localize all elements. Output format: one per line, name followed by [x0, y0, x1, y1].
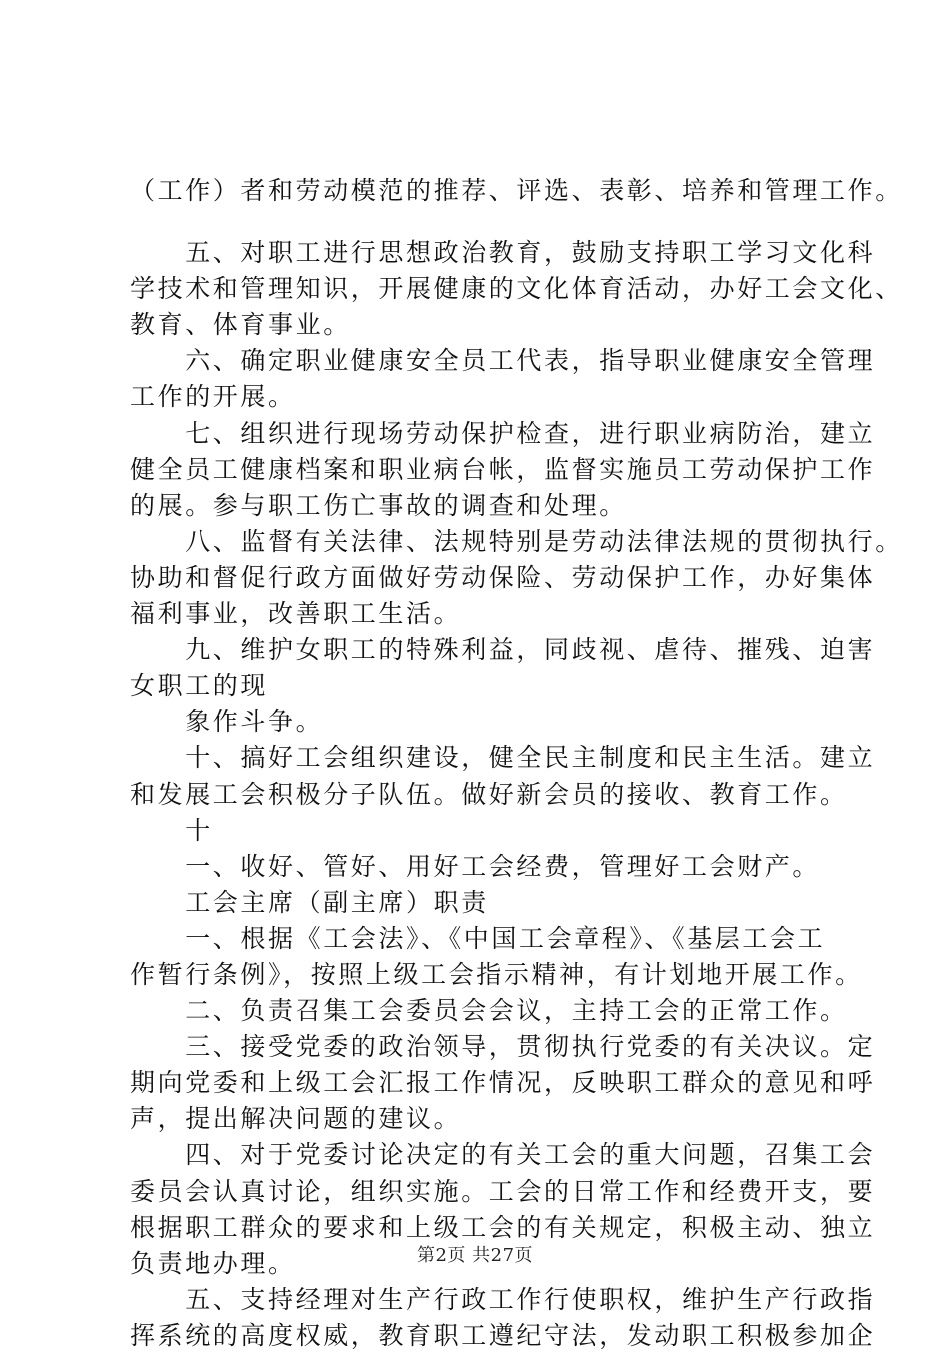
text-line: 十、搞好工会组织建设，健全民主制度和民主生活。建立 — [130, 743, 876, 773]
text-line: 七、组织进行现场劳动保护检查，进行职业病防治，建立 — [130, 418, 876, 448]
text-line: 象作斗争。 — [130, 707, 324, 737]
text-line: 二、负责召集工会委员会会议，主持工会的正常工作。 — [130, 996, 848, 1026]
text-line: 女职工的现 — [130, 671, 269, 701]
text-line: 三、接受党委的政治领导，贯彻执行党委的有关决议。定 — [130, 1032, 876, 1062]
text-line: 五、对职工进行思想政治教育，鼓励支持职工学习文化科 — [130, 238, 876, 268]
text-line: 四、对于党委讨论决定的有关工会的重大问题，召集工会 — [130, 1140, 876, 1170]
document-body — [130, 173, 903, 1354]
text-line: 福利事业，改善职工生活。 — [130, 599, 462, 629]
text-line: 八、监督有关法律、法规特别是劳动法律法规的贯彻执行。 — [130, 526, 903, 556]
text-line: 声，提出解决问题的建议。 — [130, 1104, 462, 1134]
text-line: 委员会认真讨论，组织实施。工会的日常工作和经费开支，要 — [130, 1176, 876, 1206]
text-line: 协助和督促行政方面做好劳动保险、劳动保护工作，办好集体 — [130, 562, 876, 592]
text-line: 一、根据《工会法》、《中国工会章程》、《基层工会工 — [130, 923, 826, 953]
section-heading: 工会主席（副主席）职责 — [130, 887, 489, 917]
text-line: 作暂行条例》，按照上级工会指示精神，有计划地开展工作。 — [130, 959, 863, 989]
text-line: 十 — [130, 815, 213, 845]
text-line: 期向党委和上级工会汇报工作情况，反映职工群众的意见和呼 — [130, 1068, 876, 1098]
text-line: 教育、体育事业。 — [130, 310, 351, 340]
text-line: 的展。参与职工伤亡事故的调查和处理。 — [130, 490, 627, 520]
text-line: 和发展工会积极分子队伍。做好新会员的接收、教育工作。 — [130, 779, 848, 809]
text-line: 六、确定职业健康安全员工代表，指导职业健康安全管理 — [130, 346, 876, 376]
text-line: 根据职工群众的要求和上级工会的有关规定，积极主动、独立 — [130, 1212, 876, 1242]
text-line: 健全员工健康档案和职业病台帐，监督实施员工劳动保护工作 — [130, 454, 876, 484]
text-line: 负责地办理。 — [130, 1248, 296, 1278]
text-line: 工作的开展。 — [130, 382, 296, 412]
page-number-footer: 第2页 共27页 — [416, 1245, 534, 1266]
text-line: 五、支持经理对生产行政工作行使职权，维护生产行政指 — [130, 1284, 876, 1314]
text-line: （工作）者和劳动模范的推荐、评选、表彰、培养和管理工作。 — [130, 176, 903, 205]
text-line: 一、收好、管好、用好工会经费，管理好工会财产。 — [130, 851, 821, 881]
text-line: 九、维护女职工的特殊利益，同歧视、虐待、摧残、迫害 — [130, 635, 876, 665]
text-line: 挥系统的高度权威，教育职工遵纪守法，发动职工积极参加企 — [130, 1320, 876, 1350]
text-line: 学技术和管理知识，开展健康的文化体育活动，办好工会文化、 — [130, 274, 903, 304]
